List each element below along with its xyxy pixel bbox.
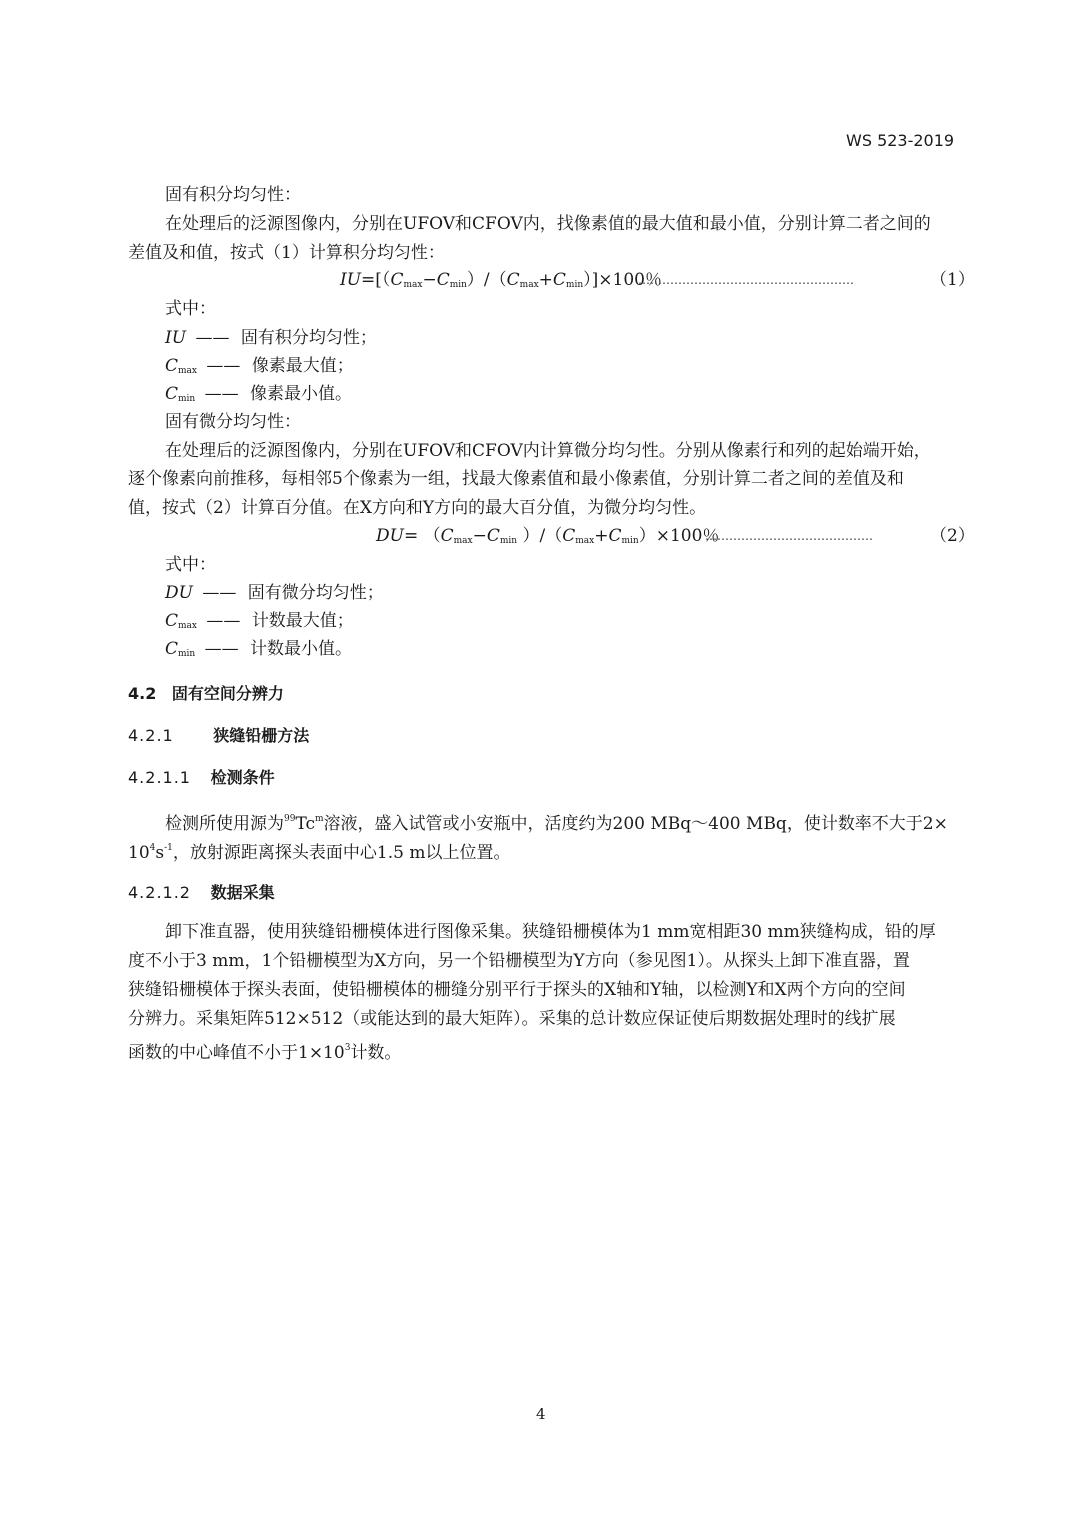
- integral-uniformity-title: 固有积分均匀性：: [165, 185, 301, 205]
- integral-paragraph-line-2: 差值及和值，按式（1）计算积分均匀性：: [128, 243, 445, 263]
- standard-code: WS 523-2019: [846, 131, 955, 150]
- formula-2: $DU= (C_{max}-C_{min}$ ）$/(C_{max}+C_{min})\times 100$％: [376, 526, 720, 546]
- acquisition-line-3: 狭缝铅栅模体于探头表面，使铅栅模体的栅缝分别平行于探头的X轴和Y轴，以检测Y和X两个方向的空间: [128, 980, 906, 1000]
- differential-where: 式中：: [165, 555, 216, 575]
- section-heading-4-2-1-2: 4.2.1.2 数据采集: [128, 883, 275, 902]
- differential-paragraph-line-3: 值，按式（2）计算百分值。在X方向和Y方向的最大百分值，为微分均匀性。: [128, 498, 707, 518]
- acquisition-line-2: 度不小于3 mm，1个铅栅模型为X方向，另一个铅栅模型为Y方向（参见图1）。从探头上卸下准直器，置: [128, 951, 910, 971]
- integral-paragraph-line-1: 在处理后的泛源图像内，分别在UFOV和CFOV内，找像素值的最大值和最小值，分别计算二者之间的: [165, 214, 931, 234]
- conditions-line-2: $10^4s^{-1}$，放射源距离探头表面中心1.5 m以上位置。: [128, 843, 511, 863]
- formula-1-lhs: IU: [340, 270, 362, 290]
- integral-def-iu: IU —— 固有积分均匀性；: [165, 328, 377, 348]
- differential-def-cmin: $C_{min}$ —— 计数最小值。: [165, 639, 353, 659]
- formula-1-number: （1）: [930, 270, 975, 290]
- conditions-line-1: 检测所使用源为$^{99}$Tc$^m$溶液，盛入试管或小安瓶中，活度约为200 MBq～400 MBq，使计数率不大于2×: [165, 814, 948, 834]
- integral-def-cmin: $C_{min}$ —— 像素最小值。: [165, 384, 353, 404]
- differential-uniformity-title: 固有微分均匀性：: [165, 412, 301, 432]
- formula-2-lhs: DU: [376, 526, 404, 546]
- differential-def-cmax: $C_{max}$ —— 计数最大值；: [165, 611, 354, 631]
- section-heading-4-2: 4.2 固有空间分辨力: [128, 684, 284, 703]
- integral-where: 式中：: [165, 299, 216, 319]
- acquisition-line-4: 分辨力。采集矩阵512×512（或能达到的最大矩阵）。采集的总计数应保证使后期数据处理时的线扩展: [128, 1009, 896, 1029]
- formula-2-leader: ……………………………………: [705, 529, 873, 543]
- formula-1-leader: ………………………………………………: [638, 273, 854, 287]
- differential-paragraph-line-2: 逐个像素向前推移，每相邻5个像素为一组，找最大像素值和最小像素值，分别计算二者之间的差值及和: [128, 469, 904, 489]
- integral-def-cmax: $C_{max}$ —— 像素最大值；: [165, 356, 354, 376]
- differential-def-du: DU —— 固有微分均匀性；: [165, 583, 384, 603]
- formula-2-number: （2）: [930, 526, 975, 546]
- differential-paragraph-line-1: 在处理后的泛源图像内，分别在UFOV和CFOV内计算微分均匀性。分别从像素行和列的起始端开始，: [165, 441, 931, 461]
- section-heading-4-2-1: 4.2.1 狭缝铅栅方法: [128, 726, 310, 745]
- page-number: 4: [536, 1405, 546, 1423]
- formula-1: $IU=[(C_{max}-C_{min})/(C_{max}+C_{min})]\times 100$％: [340, 270, 662, 290]
- acquisition-line-1: 卸下准直器，使用狭缝铅栅模体进行图像采集。狭缝铅栅模体为1 mm宽相距30 mm狭缝构成，铅的厚: [165, 922, 936, 942]
- acquisition-line-5: 函数的中心峰值不小于$1\times 10^3$计数。: [128, 1043, 402, 1063]
- section-heading-4-2-1-1: 4.2.1.1 检测条件: [128, 768, 275, 787]
